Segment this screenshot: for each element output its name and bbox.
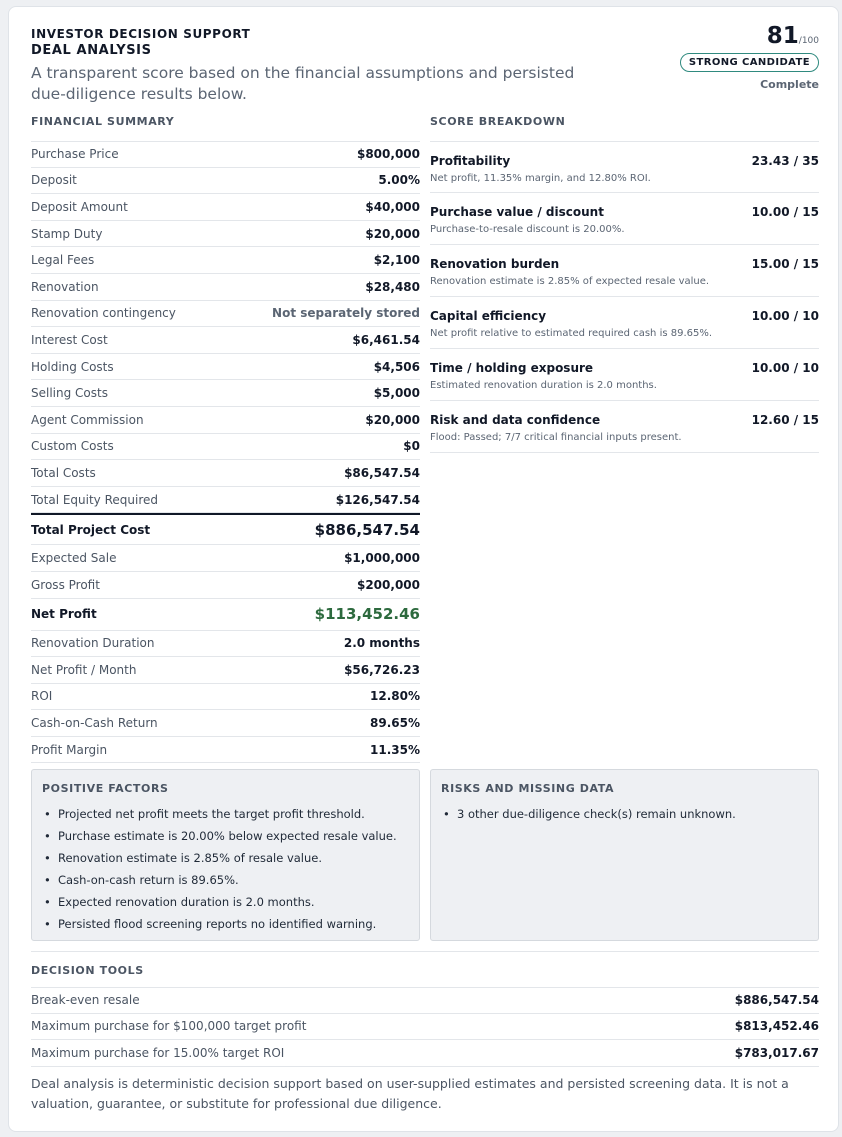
score-item	[430, 193, 819, 245]
row-label: Total Costs	[31, 465, 96, 480]
row-value: $28,480	[365, 279, 420, 294]
row-label: Total Project Cost	[31, 522, 151, 537]
deal-analysis-card	[8, 6, 839, 1132]
score-item-name: Risk and data confidence	[430, 413, 601, 427]
table-row	[31, 710, 420, 737]
total-project-cost-row	[31, 513, 420, 545]
list-item: • Purchase estimate is 20.00% below expected resale value.	[42, 829, 397, 851]
score-item-description: Renovation estimate is 2.85% of expected resale value.	[430, 276, 710, 287]
row-value: $783,017.67	[734, 1045, 819, 1060]
row-label: Custom Costs	[31, 439, 114, 454]
table-row	[31, 354, 420, 381]
row-value: $20,000	[365, 412, 420, 427]
row-value: 11.35%	[370, 742, 420, 757]
table-row	[31, 684, 420, 711]
row-value: $0	[403, 439, 420, 454]
row-value: $20,000	[365, 226, 420, 241]
row-label: Deposit Amount	[31, 199, 128, 214]
disclaimer-text: Deal analysis is deterministic decision support based on user-supplied estimates and persisted screening data. It is not a valuation, guarantee, or substitute for professional due diligence.	[31, 1076, 789, 1111]
table-row	[31, 487, 420, 514]
row-value: $1,000,000	[344, 551, 420, 566]
row-label: Interest Cost	[31, 332, 108, 347]
table-row	[31, 380, 420, 407]
score-item-name: Capital efficiency	[430, 309, 547, 323]
score-item-points: 23.43 / 35	[751, 154, 819, 168]
row-label: Renovation Duration	[31, 636, 155, 651]
decision-tools-table	[31, 987, 819, 1067]
row-label: Break-even resale	[31, 993, 140, 1008]
row-value: Not separately stored	[272, 306, 420, 321]
row-label: Net Profit / Month	[31, 662, 137, 677]
table-row	[31, 168, 420, 195]
positive-factors-panel	[31, 769, 420, 941]
score-max: /100	[798, 36, 819, 46]
row-label: ROI	[31, 689, 53, 704]
row-value: $886,547.54	[314, 520, 420, 539]
row-value: $5,000	[373, 386, 420, 401]
row-label: Legal Fees	[31, 253, 95, 268]
row-value: 2.0 months	[343, 636, 420, 651]
row-label: Maximum purchase for 15.00% target ROI	[31, 1045, 285, 1060]
table-row	[31, 247, 420, 274]
list-item: • Expected renovation duration is 2.0 months.	[42, 895, 397, 917]
page-title: DEAL ANALYSIS	[31, 43, 152, 58]
table-row	[31, 572, 420, 599]
score-breakdown-heading: SCORE BREAKDOWN	[430, 115, 566, 128]
score-item-name: Profitability	[430, 154, 511, 168]
table-row	[31, 987, 819, 1014]
row-label: Profit Margin	[31, 742, 108, 757]
row-value: $800,000	[356, 147, 420, 162]
row-label: Renovation contingency	[31, 306, 176, 321]
score-item	[430, 401, 819, 453]
page-subtitle: A transparent score based on the financial assumptions and persisted due-diligence results below.	[31, 64, 575, 103]
net-profit-row	[31, 599, 420, 631]
list-item: • 3 other due-diligence check(s) remain unknown.	[441, 807, 736, 829]
table-row	[31, 221, 420, 248]
score-breakdown-list	[430, 141, 819, 453]
risks-list	[441, 807, 736, 829]
score-item-description: Purchase-to-resale discount is 20.00%.	[430, 224, 625, 235]
section-divider	[31, 951, 819, 952]
row-value: $40,000	[365, 199, 420, 214]
table-row	[31, 327, 420, 354]
row-value: $2,100	[373, 253, 420, 268]
row-label: Maximum purchase for $100,000 target profit	[31, 1019, 307, 1034]
row-label: Total Equity Required	[31, 492, 159, 507]
row-label: Holding Costs	[31, 359, 114, 374]
row-label: Gross Profit	[31, 577, 100, 592]
table-row	[31, 194, 420, 221]
table-row	[31, 141, 420, 168]
score-item-points: 10.00 / 10	[751, 361, 819, 375]
positive-factors-list	[42, 807, 397, 939]
table-row	[31, 657, 420, 684]
table-row	[31, 1014, 819, 1041]
table-row	[31, 737, 420, 764]
table-row	[31, 631, 420, 658]
row-label: Net Profit	[31, 607, 97, 621]
score-item-description: Net profit, 11.35% margin, and 12.80% ROI.	[430, 173, 651, 184]
row-label: Cash-on-Cash Return	[31, 716, 158, 731]
score-item-name: Time / holding exposure	[430, 361, 594, 375]
table-row	[31, 407, 420, 434]
row-value: $126,547.54	[335, 492, 420, 507]
row-value: $813,452.46	[734, 1019, 819, 1034]
score-value: 81	[766, 23, 799, 49]
score-item-description: Net profit relative to estimated required cash is 89.65%.	[430, 328, 713, 339]
status-badge: STRONG CANDIDATE	[680, 53, 819, 72]
row-value: 12.80%	[370, 689, 420, 704]
score-item-points: 12.60 / 15	[751, 413, 819, 427]
score-item-description: Flood: Passed; 7/7 critical financial inputs present.	[430, 432, 682, 443]
risks-heading: RISKS AND MISSING DATA	[441, 782, 615, 795]
row-value: $86,547.54	[344, 465, 420, 480]
score-item	[430, 349, 819, 401]
score-item-name: Renovation burden	[430, 257, 560, 271]
table-row	[31, 545, 420, 572]
list-item: • Cash-on-cash return is 89.65%.	[42, 873, 397, 895]
row-label: Renovation	[31, 279, 99, 294]
row-value: 89.65%	[370, 716, 420, 731]
score-item-name: Purchase value / discount	[430, 205, 604, 219]
row-value: $6,461.54	[352, 332, 420, 347]
positive-factors-heading: POSITIVE FACTORS	[42, 782, 169, 795]
table-row	[31, 434, 420, 461]
row-label: Selling Costs	[31, 386, 108, 401]
score-item-points: 15.00 / 15	[751, 257, 819, 271]
score-panel	[649, 23, 819, 91]
row-value: $200,000	[356, 577, 420, 592]
list-item: • Persisted flood screening reports no identified warning.	[42, 917, 397, 939]
table-row	[31, 274, 420, 301]
row-label: Purchase Price	[31, 147, 119, 162]
table-row	[31, 301, 420, 328]
row-label: Agent Commission	[31, 412, 144, 427]
row-value: $886,547.54	[734, 993, 819, 1008]
row-value: $56,726.23	[344, 662, 420, 677]
row-label: Deposit	[31, 173, 77, 188]
row-label: Expected Sale	[31, 551, 117, 566]
list-item: • Projected net profit meets the target profit threshold.	[42, 807, 397, 829]
financial-summary-table	[31, 141, 420, 763]
risks-panel	[430, 769, 819, 941]
analysis-status: Complete	[760, 78, 819, 91]
decision-tools-heading: DECISION TOOLS	[31, 964, 144, 977]
score-item	[430, 297, 819, 349]
table-row	[31, 1040, 819, 1067]
eyebrow-label: INVESTOR DECISION SUPPORT	[31, 27, 251, 41]
row-value: 5.00%	[378, 173, 420, 188]
score-item-points: 10.00 / 15	[751, 205, 819, 219]
row-value: $4,506	[373, 359, 420, 374]
row-label: Stamp Duty	[31, 226, 103, 241]
table-row	[31, 460, 420, 487]
score-item-points: 10.00 / 10	[751, 309, 819, 323]
row-value: $113,452.46	[314, 605, 420, 623]
score-item-description: Estimated renovation duration is 2.0 months.	[430, 380, 657, 391]
financial-summary-heading: FINANCIAL SUMMARY	[31, 115, 175, 128]
score-item	[430, 141, 819, 193]
list-item: • Renovation estimate is 2.85% of resale value.	[42, 851, 397, 873]
score-item	[430, 245, 819, 297]
